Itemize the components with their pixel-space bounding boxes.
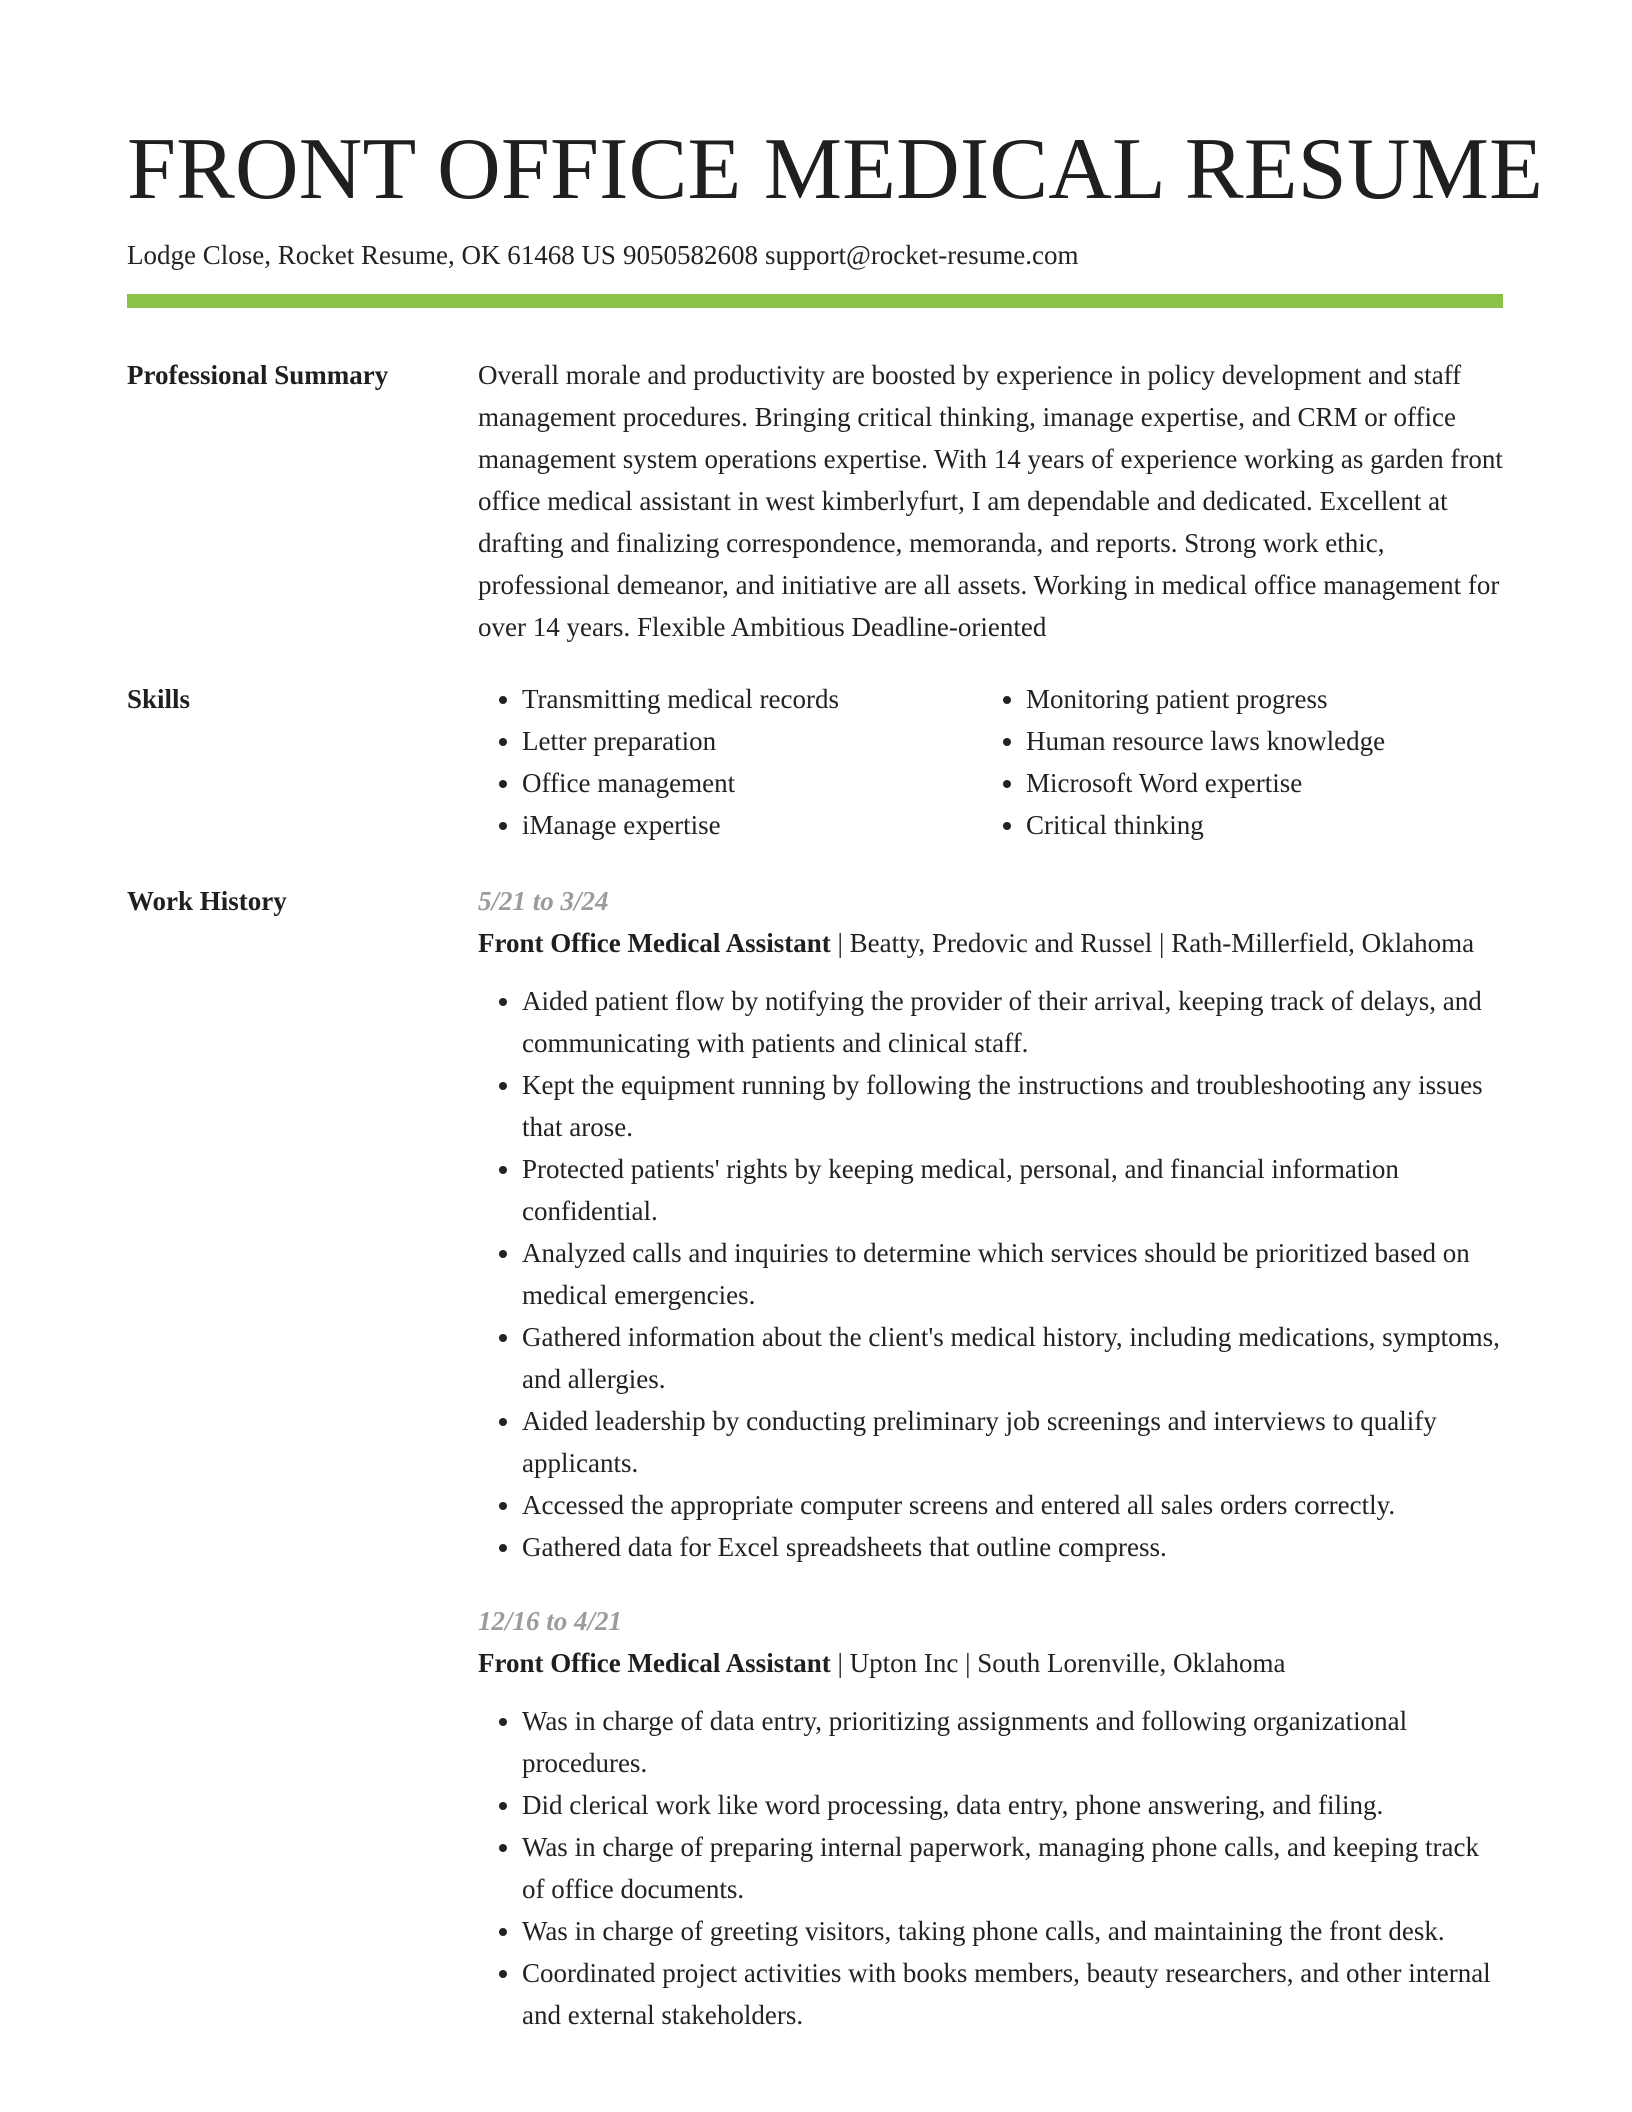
responsibility-item: • Coordinated project activities with books members, beauty researchers, and other internal and external stakeholders.	[522, 1952, 1503, 2036]
responsibility-item: • Was in charge of preparing internal paperwork, managing phone calls, and keeping track of office documents.	[522, 1826, 1503, 1910]
job-dates: 12/16 to 4/21	[478, 1606, 623, 1636]
work-history-section	[127, 880, 1505, 2036]
skill-item: • Microsoft Word expertise	[1026, 762, 1486, 804]
job-dates: 5/21 to 3/24	[478, 886, 609, 916]
header-divider	[127, 294, 1503, 308]
contact-email: support@rocket-resume.com	[764, 240, 1079, 270]
responsibility-item: • Analyzed calls and inquiries to determine which services should be prioritized based on medical emergencies.	[522, 1232, 1503, 1316]
skills-section	[127, 678, 1505, 846]
responsibility-item: • Was in charge of data entry, prioritizing assignments and following organizational procedures.	[522, 1700, 1503, 1784]
job-employer-details: | Beatty, Predovic and Russel | Rath-Millerfield, Oklahoma	[830, 928, 1475, 958]
responsibility-item: • Was in charge of greeting visitors, taking phone calls, and maintaining the front desk.	[522, 1910, 1503, 1952]
skill-item: • Monitoring patient progress	[1026, 678, 1486, 720]
responsibility-item: • Protected patients' rights by keeping medical, personal, and financial information confidential.	[522, 1148, 1503, 1232]
job-title: Front Office Medical Assistant	[478, 1648, 831, 1678]
job-responsibilities	[478, 980, 1503, 1568]
skills-heading: Skills	[127, 684, 191, 714]
skill-item: • Transmitting medical records	[522, 678, 982, 720]
responsibility-item: • Gathered data for Excel spreadsheets that outline compress.	[522, 1526, 1503, 1568]
job-title-line	[478, 922, 1503, 964]
job-title: Front Office Medical Assistant	[478, 928, 831, 958]
job-title-line	[478, 1642, 1503, 1684]
job-entry	[478, 1600, 1503, 2036]
work-history-heading: Work History	[127, 886, 287, 916]
skill-item: • Office management	[522, 762, 982, 804]
skill-item: • iManage expertise	[522, 804, 982, 846]
responsibility-item: • Aided leadership by conducting preliminary job screenings and interviews to qualify applicants.	[522, 1400, 1503, 1484]
skill-item: • Letter preparation	[522, 720, 982, 762]
summary-section	[127, 354, 1505, 648]
skill-item: • Human resource laws knowledge	[1026, 720, 1486, 762]
responsibility-item: • Aided patient flow by notifying the provider of their arrival, keeping track of delays, and communicating with patients and clinical staff.	[522, 980, 1503, 1064]
skills-column-right	[982, 678, 1486, 846]
skills-column-left	[478, 678, 982, 846]
summary-text: Overall morale and productivity are boosted by experience in policy development and staff management procedures. Bringing critical thinking, imanage expertise, and CRM or office management system operations expertise. With 14 years of experience working as garden front office medical assistant in west kimberlyfurt, I am dependable and dedicated. Excellent at drafting and finalizing correspondence, memoranda, and reports. Strong work ethic, professional demeanor, and initiative are all assets. Working in medical office management for over 14 years. Flexible Ambitious Deadline-oriented	[478, 360, 1503, 642]
resume-title: FRONT OFFICE MEDICAL RESUME	[127, 121, 1544, 218]
responsibility-item: • Kept the equipment running by following the instructions and troubleshooting any issues that arose.	[522, 1064, 1503, 1148]
responsibility-item: • Gathered information about the client's medical history, including medications, symptoms, and allergies.	[522, 1316, 1503, 1400]
job-entry	[478, 880, 1503, 1568]
responsibility-item: • Did clerical work like word processing, data entry, phone answering, and filing.	[522, 1784, 1503, 1826]
contact-phone: 9050582608	[622, 240, 758, 270]
skill-item: • Critical thinking	[1026, 804, 1486, 846]
summary-heading: Professional Summary	[127, 360, 389, 390]
responsibility-item: • Accessed the appropriate computer screens and entered all sales orders correctly.	[522, 1484, 1503, 1526]
skills-grid	[478, 678, 1503, 846]
contact-address: Lodge Close, Rocket Resume, OK 61468 US	[127, 240, 616, 270]
job-responsibilities	[478, 1700, 1503, 2036]
contact-line	[127, 238, 1505, 272]
job-employer-details: | Upton Inc | South Lorenville, Oklahoma	[830, 1648, 1286, 1678]
